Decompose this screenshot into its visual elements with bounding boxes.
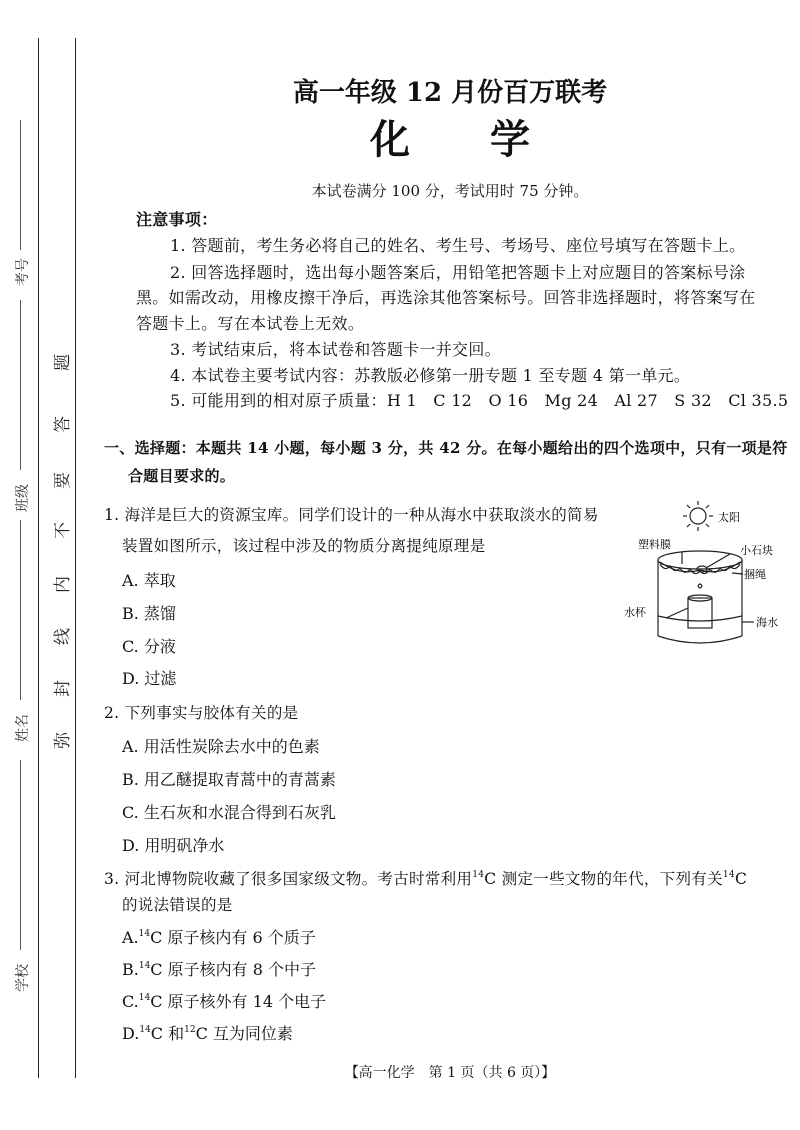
option-text: C 和 [150,1024,185,1043]
rope-label: 捆绳 [744,568,766,581]
exam-title: 高一年级 12 月份百万联考 [292,78,608,108]
sun-icon [690,508,706,524]
question-3-stem-cont: 的说法错误的是 [122,896,233,914]
option-text: C 互为同位素 [195,1024,293,1043]
mass-number: 14 [138,929,151,939]
stone-label: 小石块 [740,544,773,557]
option-letter: A. [122,928,139,947]
desalination-apparatus-figure [620,498,790,668]
question-3-stem-part: C [734,870,748,888]
notice-line: 1. 答题前，考生务必将自己的姓名、考生号、考场号、座位号填写在答题卡上。 [170,236,746,255]
cup-label: 水杯 [624,606,646,619]
notice-heading: 注意事项： [136,210,218,229]
notice-line: 黑。如需改动，用橡皮擦干净后，再选涂其他答案标号。回答非选择题时，将答案写在 [136,288,756,307]
margin-blank-class [20,300,21,470]
mass-number: 14 [138,993,151,1003]
seal-char: 要 [53,472,73,489]
question-1-option-c[interactable]: C. 分液 [122,637,176,656]
question-3-option-a[interactable] [122,925,316,948]
question-1-option-d[interactable]: D. 过滤 [122,669,177,688]
exam-info: 本试卷满分 100 分，考试用时 75 分钟。 [311,182,589,200]
margin-blank-name [20,520,21,700]
seal-char: 题 [53,354,73,371]
question-3-option-d[interactable] [122,1021,293,1044]
option-letter: B. [122,960,139,979]
section-heading-cont: 合题目要求的。 [128,467,236,485]
margin-label-class: 班级 [15,484,31,512]
section-heading: 一、选择题：本题共 14 小题，每小题 3 分，共 42 分。在每小题给出的四个选项中，只有一项是符 [104,439,788,457]
seal-char: 不 [53,522,73,539]
question-3-stem-part: 3. 河北博物院收藏了很多国家级文物。考古时常利用 [104,870,473,888]
seal-char: 答 [53,416,73,433]
mass-number: 14 [472,870,485,880]
question-2-option-d[interactable]: D. 用明矾净水 [122,836,225,855]
question-3-stem-part: C 测定一些文物的年代，下列有关 [484,870,723,888]
seal-char: 弥 [53,732,73,749]
option-text: C 原子核内有 8 个中子 [150,960,316,979]
film-label: 塑料膜 [638,538,671,551]
margin-label-school: 学校 [15,964,31,992]
question-1-stem: 1. 海洋是巨大的资源宝库。同学们设计的一种从海水中获取淡水的简易 [104,506,599,524]
mass-number: 14 [139,1025,151,1035]
question-2-option-a[interactable]: A. 用活性炭除去水中的色素 [122,737,320,756]
question-3-option-c[interactable] [122,989,326,1012]
notice-line: 3. 考试结束后，将本试卷和答题卡一并交回。 [170,340,501,359]
seal-char: 封 [53,680,73,697]
question-2-option-b[interactable]: B. 用乙醚提取青蒿中的青蒿素 [122,770,336,789]
mass-number: 12 [184,1025,196,1035]
question-2-option-c[interactable]: C. 生石灰和水混合得到石灰乳 [122,803,336,822]
question-3-option-b[interactable] [122,957,316,980]
notice-line: 2. 回答选择题时，选出每小题答案后，用铅笔把答题卡上对应题目的答案标号涂 [170,263,746,282]
question-1-stem-cont: 装置如图所示，该过程中涉及的物质分离提纯原理是 [122,537,486,555]
seawater-label: 海水 [756,616,778,629]
margin-label-name: 姓名 [15,714,31,742]
margin-label-examno: 考号 [15,258,31,286]
notice-line: 答题卡上。写在本试卷上无效。 [136,314,365,333]
question-1-option-b[interactable]: B. 蒸馏 [122,604,176,623]
option-letter: C. [122,992,139,1011]
option-text: C 原子核内有 6 个质子 [150,928,316,947]
option-letter: D. [122,1024,140,1043]
question-1-option-a[interactable]: A. 萃取 [122,571,176,590]
mass-number: 14 [138,961,151,971]
seal-char: 内 [53,576,73,593]
option-text: C 原子核外有 14 个电子 [150,992,327,1011]
subject-title: 化 学 [370,117,530,163]
question-3-stem [104,867,747,889]
question-2-stem: 2. 下列事实与胶体有关的是 [104,704,299,722]
page-footer: 【高一化学 第 1 页（共 6 页）】 [344,1065,556,1081]
mass-number: 14 [722,870,735,880]
seal-char: 线 [53,628,73,645]
notice-line: 5. 可能用到的相对原子质量：H 1 C 12 O 16 Mg 24 Al 27 S 32 Cl 35.5 [170,391,789,410]
margin-blank-school [20,760,21,950]
sun-label: 太阳 [718,511,740,524]
notice-line: 4. 本试卷主要考试内容：苏教版必修第一册专题 1 至专题 4 第一单元。 [170,366,691,385]
